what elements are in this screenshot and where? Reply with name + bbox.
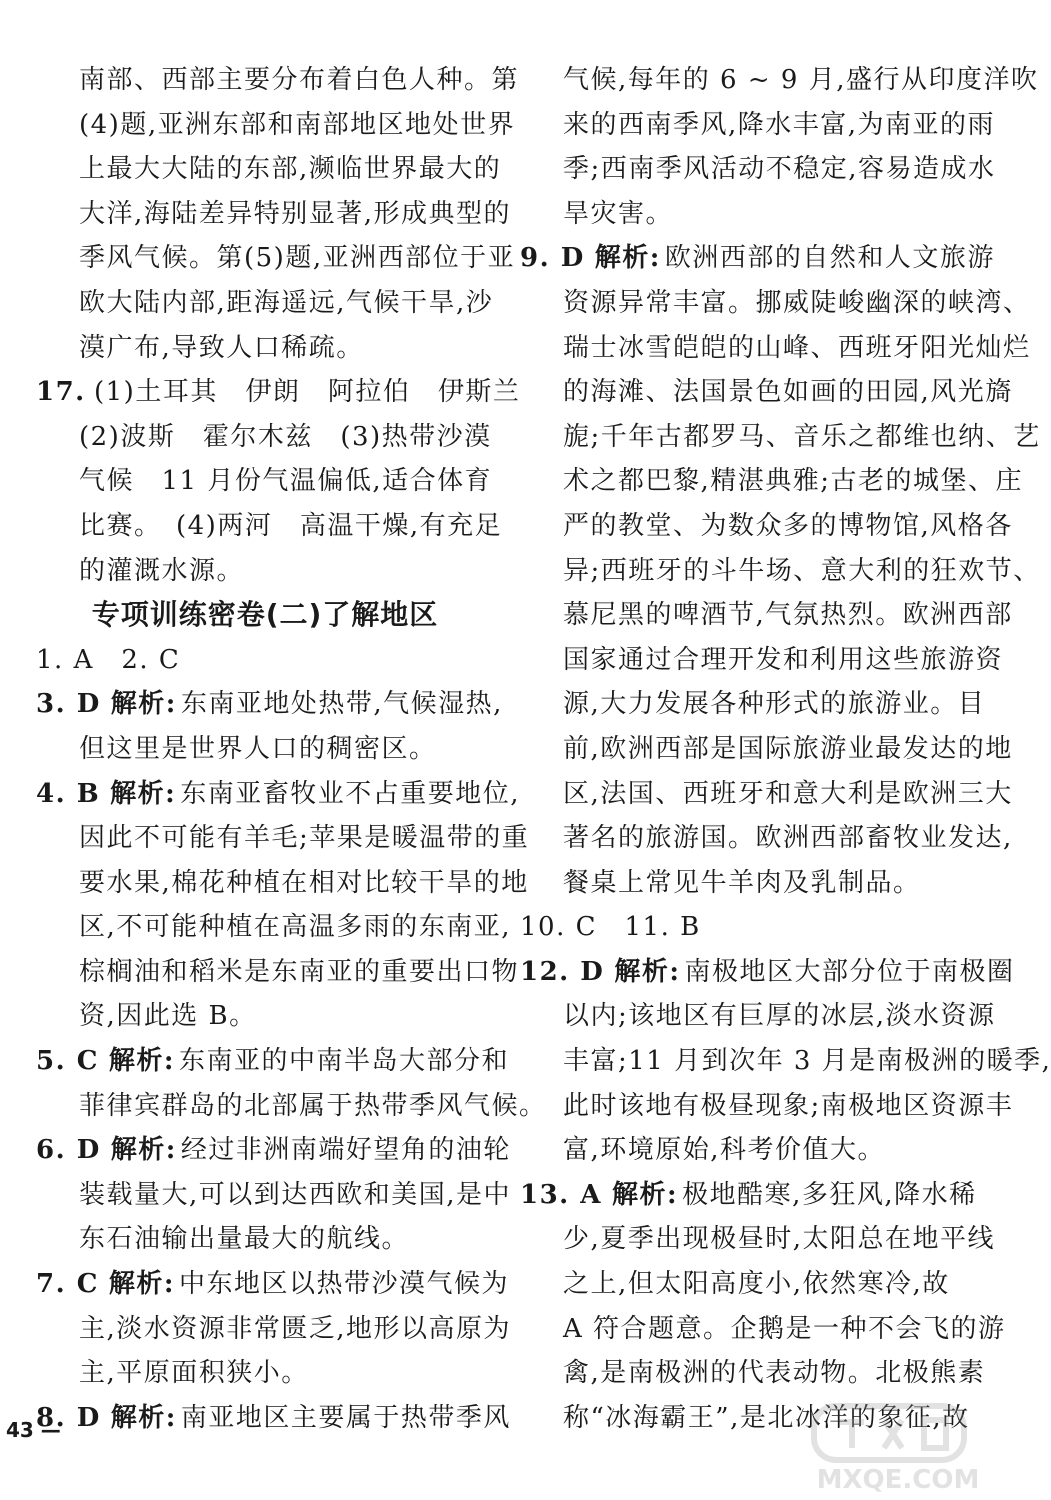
- text-line: 气候,每年的 6 ~ 9 月,盛行从印度洋吹: [563, 65, 1039, 95]
- analysis-label: 解析:: [110, 1402, 177, 1433]
- answer-number: 17.: [36, 377, 86, 408]
- text-line: 季风气候。第(5)题,亚洲西部位于亚: [79, 243, 516, 274]
- answer-number: 12. D: [520, 956, 605, 987]
- right-column: [520, 58, 1051, 1440]
- text-line: 菲律宾群岛的北部属于热带季风气候。: [79, 1090, 547, 1121]
- text-line: 比赛。 (4)两河 高温干燥,有充足: [79, 510, 503, 541]
- answer-item: [36, 772, 521, 817]
- answer-text: 东南亚地处热带,气候湿热,: [180, 689, 503, 720]
- left-column: [36, 58, 547, 1440]
- text-line: 但这里是世界人口的稠密区。: [79, 733, 437, 764]
- answer-text: 东南亚的中南半岛大部分和: [179, 1046, 510, 1077]
- analysis-label: 解析:: [108, 1269, 175, 1300]
- answer-number: 13. A: [520, 1179, 602, 1210]
- text-line: 资源异常丰富。挪威陡峻幽深的峡湾、: [563, 287, 1031, 318]
- answer-number: 7. C: [36, 1269, 99, 1300]
- text-line: 欧大陆内部,距海遥远,气候干旱,沙: [79, 287, 494, 318]
- text-line: 季;西南季风活动不稳定,容易造成水: [563, 154, 996, 185]
- answer-number: 9. D: [520, 243, 585, 274]
- analysis-label: 解析:: [614, 956, 681, 987]
- text-line: 禽,是南极洲的代表动物。北极熊素: [563, 1358, 986, 1389]
- text-line: 因此不可能有羊毛;苹果是暖温带的重: [79, 823, 530, 854]
- text-line: A 符合题意。企鹅是一种不会飞的游: [563, 1313, 1006, 1344]
- answer-text: 极地酷寒,多狂风,降水稀: [682, 1179, 977, 1210]
- answer-key-line: 10. C 11. B: [520, 912, 701, 943]
- watermark-text: MXQE.COM: [816, 1465, 980, 1495]
- text-line: 区,法国、西班牙和意大利是欧洲三大: [563, 778, 1013, 809]
- section-title: 专项训练密卷(二)了解地区: [91, 598, 439, 632]
- text-line: 前,欧洲西部是国际旅游业最发达的地: [563, 733, 1013, 764]
- text-line: 富,环境原始,科考价值大。: [563, 1135, 886, 1166]
- analysis-label: 解析:: [110, 689, 177, 720]
- page-number: 43 —: [6, 1418, 61, 1442]
- text-line: 餐桌上常见牛羊肉及乳制品。: [563, 867, 921, 898]
- text-line: 旱灾害。: [563, 198, 674, 229]
- text-line: 漠广布,导致人口稀疏。: [79, 332, 364, 363]
- text-line: 慕尼黑的啤酒节,气氛热烈。欧洲西部: [563, 600, 1013, 631]
- text-line: 旎;千年古都罗马、音乐之都维也纳、艺: [563, 421, 1041, 452]
- text-line: 的海滩、法国景色如画的田园,风光旖: [563, 377, 1013, 408]
- text-line: 区,不可能种植在高温多雨的东南亚,: [79, 912, 512, 943]
- answer-item: [520, 236, 995, 281]
- text-line: 棕榈油和稻米是东南亚的重要出口物: [79, 956, 520, 987]
- text-line: 少,夏季出现极昼时,太阳总在地平线: [563, 1224, 996, 1255]
- text-line: 资,因此选 B。: [79, 1001, 257, 1032]
- text-line: 来的西南季风,降水丰富,为南亚的雨: [563, 109, 996, 140]
- text-line: 术之都巴黎,精湛典雅;古老的城堡、庄: [563, 466, 1024, 497]
- answer-text: 经过非洲南端好望角的油轮: [180, 1135, 511, 1166]
- text-line: (4)题,亚洲东部和南部地区地处世界: [79, 109, 516, 140]
- text-line: 主,平原面积狭小。: [79, 1358, 309, 1389]
- answer-number: 6. D: [36, 1135, 101, 1166]
- analysis-label: 解析:: [110, 1135, 177, 1166]
- text-line: 以内;该地区有巨厚的冰层,淡水资源: [563, 1001, 996, 1032]
- text-line: 的灌溉水源。: [79, 555, 245, 586]
- answer-item: [36, 370, 521, 415]
- text-line: 称“冰海霸王”,是北冰洋的象征,故: [563, 1402, 970, 1433]
- answer-item: [520, 950, 1015, 995]
- text-line: 东石油输出量最大的航线。: [79, 1224, 410, 1255]
- answer-item: [520, 1173, 980, 1218]
- text-line: 丰富;11 月到次年 3 月是南极洲的暖季,: [563, 1046, 1051, 1077]
- text-line: 要水果,棉花种植在相对比较干旱的地: [79, 867, 529, 898]
- watermark-badge-icon: [814, 1406, 964, 1460]
- answer-text: 南亚地区主要属于热带季风: [180, 1402, 511, 1433]
- watermark-logo: [800, 1400, 996, 1496]
- answer-number: 3. D: [36, 689, 101, 720]
- analysis-label: 解析:: [108, 1046, 175, 1077]
- analysis-label: 解析:: [110, 778, 177, 809]
- answer-item: [36, 1128, 511, 1173]
- answer-text: (1)土耳其 伊朗 阿拉伯 伊斯兰: [94, 377, 521, 408]
- text-line: 此时该地有极昼现象;南极地区资源丰: [563, 1090, 1014, 1121]
- text-line: 瑞士冰雪皑皑的山峰、西班牙阳光灿烂: [563, 332, 1031, 363]
- answer-text: 南极地区大部分位于南极圈: [684, 956, 1015, 987]
- analysis-label: 解析:: [611, 1179, 679, 1210]
- answer-key-line: 1. A 2. C: [36, 644, 181, 675]
- answer-text: 中东地区以热带沙漠气候为: [179, 1269, 510, 1300]
- text-line: 著名的旅游国。欧洲西部畜牧业发达,: [563, 823, 1013, 854]
- answer-text: 欧洲西部的自然和人文旅游: [664, 243, 995, 274]
- answer-item: [36, 1396, 511, 1441]
- text-line: 源,大力发展各种形式的旅游业。目: [563, 689, 986, 720]
- answer-item: [36, 1039, 510, 1084]
- answer-item: [36, 1262, 510, 1307]
- answer-number: 8. D: [36, 1402, 101, 1433]
- text-line: 上最大大陆的东部,濒临世界最大的: [79, 154, 502, 185]
- text-line: 装载量大,可以到达西欧和美国,是中: [79, 1179, 512, 1210]
- analysis-label: 解析:: [594, 243, 661, 274]
- text-line: 异;西班牙的斗牛场、意大利的狂欢节、: [563, 555, 1041, 586]
- answer-item: [36, 682, 503, 727]
- text-line: 严的教堂、为数众多的博物馆,风格各: [563, 510, 1013, 541]
- text-line: 国家通过合理开发和利用这些旅游资: [563, 644, 1004, 675]
- answer-number: 4. B: [36, 778, 101, 809]
- text-line: (2)波斯 霍尔木兹 (3)热带沙漠: [79, 421, 492, 452]
- text-line: 气候 11 月份气温偏低,适合体育: [79, 466, 493, 497]
- answer-number: 5. C: [36, 1046, 99, 1077]
- text-line: 之上,但太阳高度小,依然寒冷,故: [563, 1269, 950, 1300]
- answer-text: 东南亚畜牧业不占重要地位,: [180, 778, 521, 809]
- text-line: 大洋,海陆差异特别显著,形成典型的: [79, 198, 512, 229]
- text-line: 南部、西部主要分布着白色人种。第: [79, 65, 520, 95]
- text-line: 主,淡水资源非常匮乏,地形以高原为: [79, 1313, 512, 1344]
